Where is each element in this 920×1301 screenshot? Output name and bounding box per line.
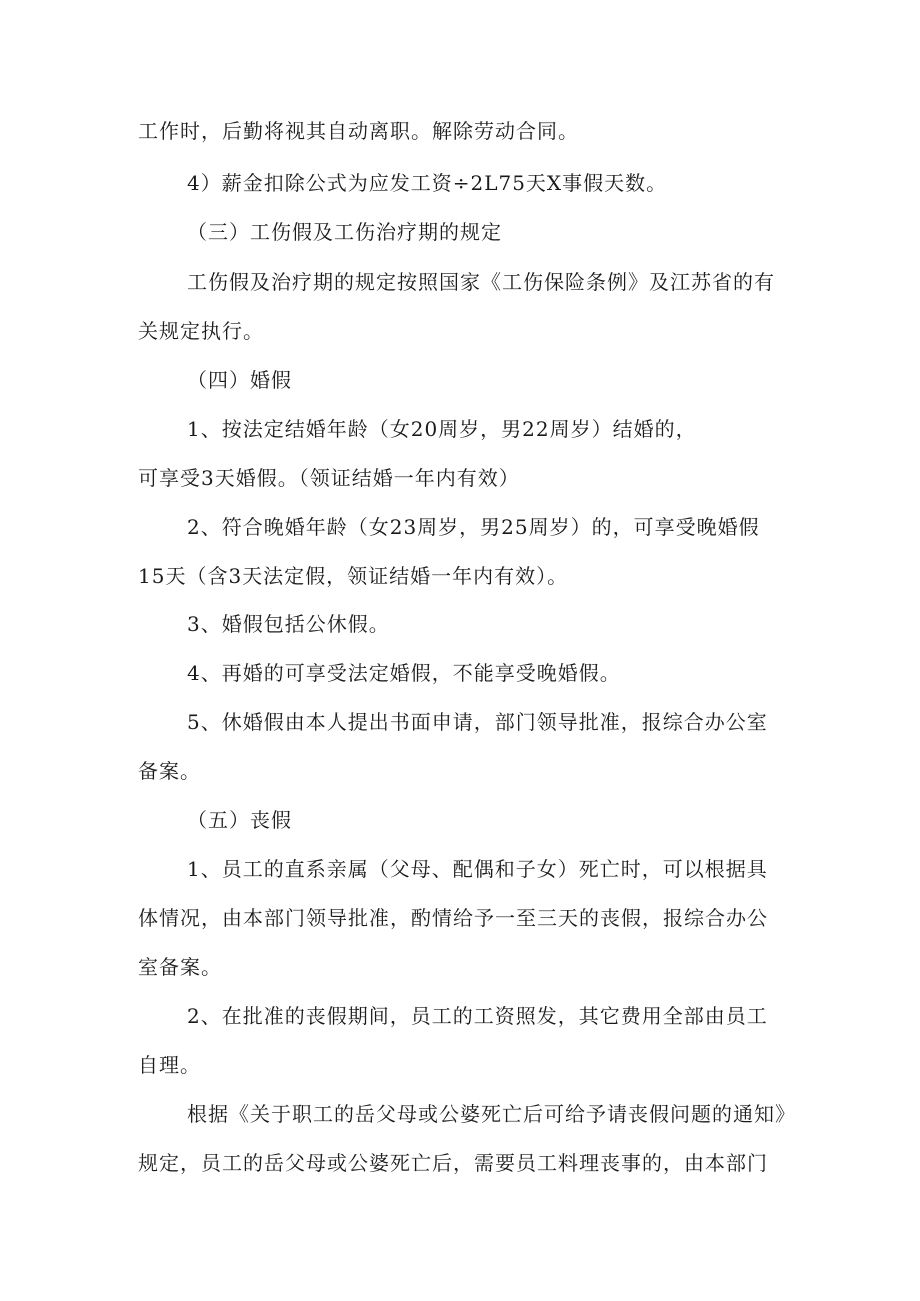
text-line-10: 15天（含3天法定假，领证结婚一年内有效）。 (138, 564, 569, 588)
text-line-4: 工伤假及治疗期的规定按照国家《工伤保险条例》及江苏省的有 (187, 270, 775, 294)
text-line-1: 工作时，后勤将视其自动离职。解除劳动合同。 (138, 119, 579, 143)
section-heading-marriage-leave: （四）婚假 (187, 368, 292, 392)
section-heading-work-injury: （三）工伤假及工伤治疗期的规定 (187, 220, 502, 244)
text-line-21: 根据《关于职工的岳父母或公婆死亡后可给予请丧假问题的通知》 (187, 1102, 796, 1126)
text-line-19: 2、在批准的丧假期间，员工的工资照发，其它费用全部由员工 (187, 1004, 768, 1028)
text-line-18: 室备案。 (138, 955, 222, 979)
text-line-11: 3、婚假包括公休假。 (187, 612, 390, 636)
text-line-5: 关规定执行。 (138, 319, 264, 343)
text-line-8: 可享受3天婚假。（领证结婚一年内有效） (138, 466, 520, 490)
text-line-14: 备案。 (138, 759, 201, 783)
text-line-20: 自理。 (138, 1053, 201, 1077)
section-heading-bereavement-leave: （五）丧假 (187, 808, 292, 832)
text-line-16: 1、员工的直系亲属（父母、配偶和子女）死亡时，可以根据具 (187, 857, 768, 881)
text-line-2: 4）薪金扣除公式为应发工资÷2L75天X事假天数。 (187, 171, 668, 195)
text-line-17: 体情况，由本部门领导批准，酌情给予一至三天的丧假，报综合办公 (138, 906, 768, 930)
text-line-9: 2、符合晚婚年龄（女23周岁，男25周岁）的，可享受晚婚假 (187, 515, 760, 539)
text-line-7: 1、按法定结婚年龄（女20周岁，男22周岁）结婚的， (187, 417, 697, 441)
text-line-13: 5、休婚假由本人提出书面申请，部门领导批准，报综合办公室 (187, 710, 768, 734)
text-line-22: 规定，员工的岳父母或公婆死亡后，需要员工料理丧事的，由本部门 (138, 1151, 768, 1175)
text-line-12: 4、再婚的可享受法定婚假，不能享受晚婚假。 (187, 661, 621, 685)
